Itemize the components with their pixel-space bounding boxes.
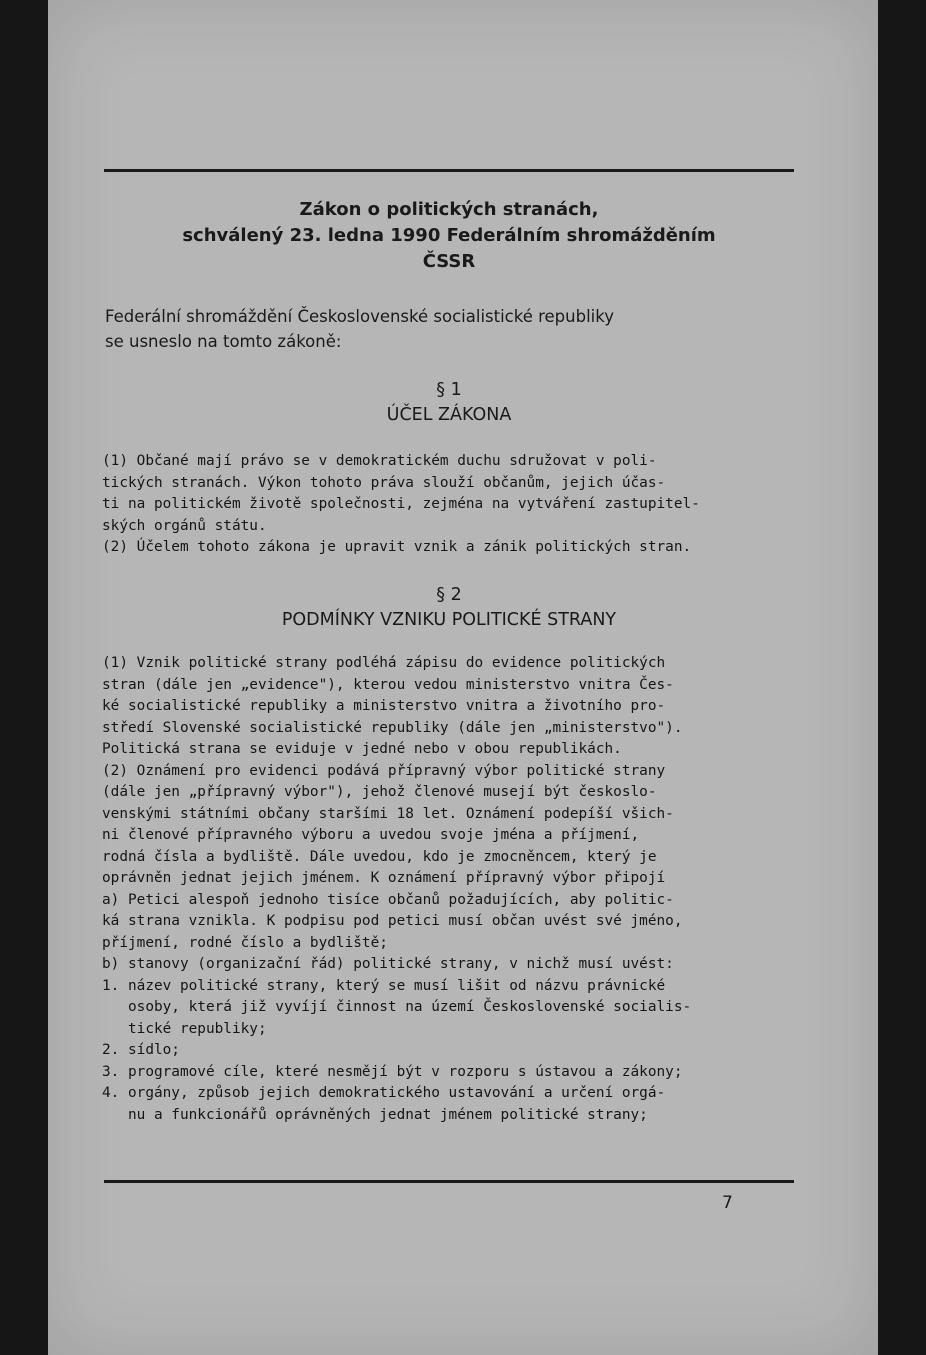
text-line: a) Petici alespoň jednoho tisíce občanů požadujících, aby politic- — [102, 891, 674, 908]
text-line: 1. název politické strany, který se musí lišit od názvu právnické — [102, 977, 666, 994]
text-line: ských orgánů státu. — [102, 517, 267, 534]
text-line: ti na politickém životě společnosti, zejména na vytváření zastupitel- — [102, 496, 700, 512]
text-line: (2) Účelem tohoto zákona je upravit vznik a zánik politických stran. — [102, 539, 692, 555]
text-line: ké socialistické republiky a ministerstvo vnitra a životního pro- — [102, 698, 666, 714]
text-line: venskými státními občany staršími 18 let. Oznámení podepíší všich- — [102, 805, 674, 822]
text-line: 4. orgány, způsob jejich demokratického ustavování a určení orgá- — [102, 1085, 666, 1101]
text-line: 2. sídlo; — [102, 1042, 180, 1058]
document-page — [48, 0, 878, 1355]
text-line: oprávněn jednat jejich jménem. K oznámení přípravný výbor připojí — [102, 870, 666, 886]
section-2-heading — [104, 583, 794, 633]
section-2-title: PODMÍNKY VZNIKU POLITICKÉ STRANY — [281, 610, 617, 630]
text-line: Politická strana se eviduje v jedné nebo v obou republikách. — [102, 741, 622, 757]
text-line: (2) Oznámení pro evidenci podává přípravný výbor politické strany — [102, 762, 666, 779]
title-line-1: Zákon o politických stranách, — [299, 199, 599, 220]
text-line: nu a funkcionářů oprávněných jednat jménem politické strany; — [102, 1106, 648, 1123]
text-line: příjmení, rodné číslo a bydliště; — [102, 934, 388, 951]
preamble-line-2: se usneslo na tomto zákoně: — [105, 332, 342, 351]
text-line: osoby, která již vyvíjí činnost na území Československé socialis- — [102, 999, 692, 1015]
title-line-3: ČSSR — [422, 251, 476, 272]
preamble — [105, 304, 795, 354]
top-rule — [104, 169, 794, 172]
text-line: 3. programové cíle, které nesmějí být v rozporu s ústavou a zákony; — [102, 1063, 683, 1080]
section-1-number: § 1 — [436, 380, 462, 400]
text-line: (1) Vznik politické strany podléhá zápisu do evidence politických — [102, 655, 666, 671]
section-2-number: § 2 — [436, 585, 462, 605]
text-line: středí Slovenské socialistické republiky (dále jen „ministerstvo"). — [102, 719, 683, 736]
text-line: b) stanovy (organizační řád) politické strany, v nichž musí uvést: — [102, 956, 674, 972]
section-1-paragraph-1 — [102, 451, 802, 537]
bottom-rule — [104, 1180, 794, 1183]
text-line: tických stranách. Výkon tohoto práva slouží občanům, jejich účas- — [102, 474, 666, 491]
section-2-body — [102, 653, 802, 1126]
section-1-title: ÚČEL ZÁKONA — [386, 405, 512, 425]
text-line: (dále jen „přípravný výbor"), jehož členové musejí být českoslo- — [102, 784, 657, 800]
preamble-line-1: Federální shromáždění Československé socialistické republiky — [105, 307, 614, 326]
text-line: ni členové přípravného výboru a uvedou svoje jména a příjmení, — [102, 827, 640, 843]
text-line: rodná čísla a bydliště. Dále uvedou, kdo je zmocněncem, který je — [102, 848, 657, 865]
title-line-2: schválený 23. ledna 1990 Federálním shromážděním — [182, 225, 716, 246]
page-number: 7 — [722, 1193, 733, 1213]
document-title — [104, 197, 794, 275]
text-line: ká strana vznikla. K podpisu pod petici musí občan uvést své jméno, — [102, 913, 683, 929]
text-line: tické republiky; — [102, 1020, 267, 1037]
section-1-heading — [104, 378, 794, 428]
text-line: (1) Občané mají právo se v demokratickém duchu sdružovat v poli- — [102, 453, 657, 469]
section-1-paragraph-2 — [102, 537, 802, 559]
text-line: stran (dále jen „evidence"), kterou vedou ministerstvo vnitra Čes- — [102, 676, 674, 693]
